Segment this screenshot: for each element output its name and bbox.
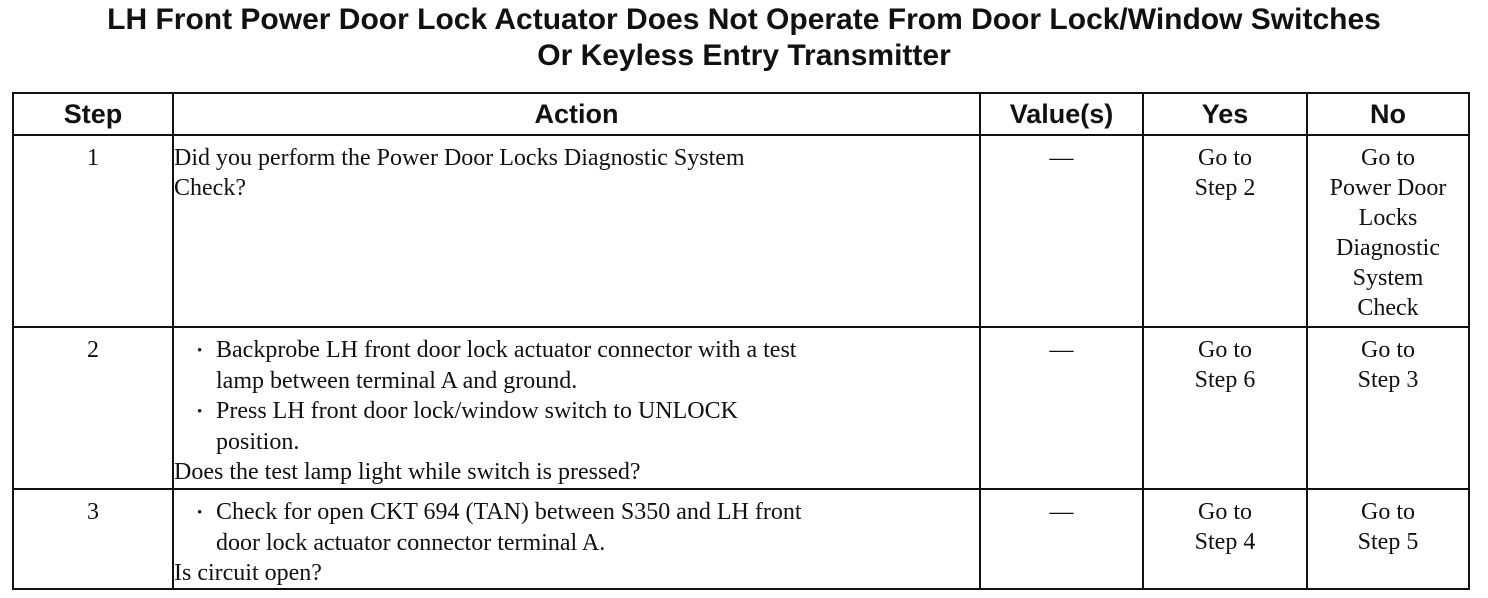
table-header-row	[13, 93, 1469, 135]
action-cell	[173, 489, 980, 589]
yes-cell	[1143, 489, 1307, 589]
no-line: Check	[1357, 295, 1419, 321]
value-cell: —	[980, 135, 1143, 327]
no-cell	[1307, 135, 1469, 327]
value-cell: —	[980, 489, 1143, 589]
action-cell	[173, 135, 980, 327]
bullet-text-line: Check for open CKT 694 (TAN) between S350 and LH front	[216, 499, 802, 525]
no-line: Go to	[1361, 337, 1415, 363]
yes-line: Step 4	[1194, 529, 1256, 555]
table-row	[13, 135, 1469, 327]
no-line: Go to	[1361, 145, 1415, 171]
header-values: Value(s)	[980, 93, 1143, 135]
bullet-item	[174, 335, 979, 396]
diagnostic-table	[12, 92, 1470, 590]
step-number: 1	[13, 135, 173, 327]
table-row	[13, 327, 1469, 489]
header-yes: Yes	[1143, 93, 1307, 135]
step-number: 3	[13, 489, 173, 589]
page-title-line-2: Or Keyless Entry Transmitter	[537, 39, 951, 72]
page-title	[0, 2, 1488, 74]
no-line: Power Door	[1329, 175, 1447, 201]
no-cell	[1307, 327, 1469, 489]
no-line: Go to	[1361, 499, 1415, 525]
question-text: Is circuit open?	[174, 560, 322, 586]
page-title-line-1: LH Front Power Door Lock Actuator Does Not Operate From Door Lock/Window Switches	[107, 3, 1381, 36]
header-no: No	[1307, 93, 1469, 135]
header-action: Action	[173, 93, 980, 135]
bullet-text-line: position.	[216, 429, 300, 455]
no-line: Diagnostic	[1336, 235, 1440, 261]
no-line: Step 5	[1357, 529, 1419, 555]
bullet-item	[174, 497, 979, 558]
yes-line: Go to	[1198, 337, 1252, 363]
no-line: Step 3	[1357, 367, 1419, 393]
no-cell	[1307, 489, 1469, 589]
action-text-line: Check?	[174, 175, 246, 201]
no-line: Locks	[1358, 205, 1418, 231]
yes-line: Step 2	[1194, 175, 1256, 201]
bullet-text-line: lamp between terminal A and ground.	[216, 368, 578, 394]
table-row	[13, 489, 1469, 589]
value-cell: —	[980, 327, 1143, 489]
action-cell	[173, 327, 980, 489]
bullet-text-line: door lock actuator connector terminal A.	[216, 530, 606, 556]
no-line: System	[1352, 265, 1424, 291]
yes-cell	[1143, 327, 1307, 489]
yes-line: Step 6	[1194, 367, 1256, 393]
step-number: 2	[13, 327, 173, 489]
yes-line: Go to	[1198, 499, 1252, 525]
bullet-text-line: Backprobe LH front door lock actuator connector with a test	[216, 337, 797, 363]
bullet-text-line: Press LH front door lock/window switch to UNLOCK	[216, 398, 738, 424]
header-step: Step	[13, 93, 173, 135]
yes-cell	[1143, 135, 1307, 327]
yes-line: Go to	[1198, 145, 1252, 171]
action-text-line: Did you perform the Power Door Locks Diagnostic System	[174, 145, 745, 171]
question-text: Does the test lamp light while switch is pressed?	[174, 459, 641, 485]
bullet-item	[174, 396, 979, 457]
